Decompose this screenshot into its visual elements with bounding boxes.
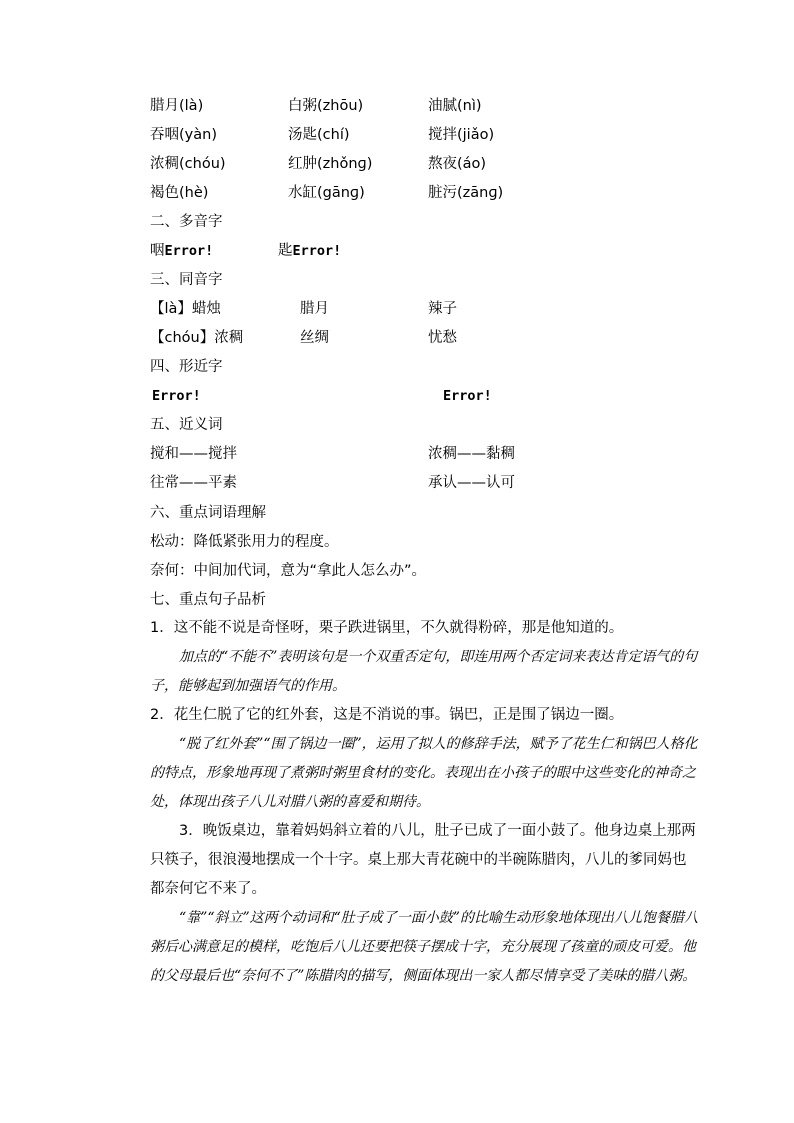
sentence-analysis-1: 加点的“不能不”表明该句是一个双重否定句，即连用两个否定词来表达肯定语气的句子，能够起到加强语气的作用。 bbox=[150, 649, 698, 694]
sentence-analysis-3: “靠”“斜立”这两个动词和“肚子成了一面小鼓”的比喻生动形象地体现出八儿饱餐腊八粥后心满意足的模样，吃饱后八儿还要把筷子摆成十字，充分展现了孩童的顽皮可爱。他的父母最后也“奈何不了”陈腊肉的描写，侧面体现出一家人都尽情享受了美味的腊八粥。 bbox=[150, 910, 698, 984]
vocab-item: 搅拌(jiǎo) bbox=[428, 127, 495, 143]
vocab-item: 腊月(là) bbox=[150, 98, 204, 114]
homophone-item: 忧愁 bbox=[428, 330, 457, 346]
synonym-pair: 承认——认可 bbox=[428, 475, 515, 491]
key-sentence-1: 1．这不能不说是奇怪呀，栗子跌进锅里，不久就得粉碎，那是他知道的。 bbox=[150, 620, 624, 636]
vocab-item: 水缸(gānɡ) bbox=[288, 185, 365, 201]
homophone-item: 腊月 bbox=[300, 301, 329, 317]
polyphone-item bbox=[278, 241, 341, 261]
sentence-analysis-2: “脱了红外套”“围了锅边一圈”，运用了拟人的修辞手法，赋予了花生仁和锅巴人格化的特点，形象地再现了煮粥时粥里食材的变化。表现出在小孩子的眼中这些变化的神奇之处，体现出孩子八儿对腊八粥的喜爱和期待。 bbox=[150, 736, 698, 810]
homophone-item: 【là】蜡烛 bbox=[150, 301, 221, 317]
homophone-item: 丝绸 bbox=[300, 330, 329, 346]
section-heading-key-sentences: 七、重点句子品析 bbox=[150, 592, 266, 608]
synonym-pair: 往常——平素 bbox=[150, 475, 237, 491]
vocab-item: 白粥(zhōu) bbox=[288, 98, 364, 114]
vocab-item: 褐色(hè) bbox=[150, 185, 209, 201]
homophone-item: 辣子 bbox=[428, 301, 457, 317]
vocab-item: 浓稠(chóu) bbox=[150, 156, 226, 172]
key-sentence-3: 3．晚饭桌边，靠着妈妈斜立着的八儿，肚子已成了一面小鼓了。他身边桌上那两只筷子，很浪漫地摆成一个十字。桌上那大青花碗中的半碗陈腊肉，八儿的爹同妈也都奈何它不来了。 bbox=[150, 823, 696, 897]
homophone-item: 【chóu】浓稠 bbox=[150, 330, 244, 346]
word-definition: 奈何：中间加代词，意为“拿此人怎么办”。 bbox=[150, 563, 427, 579]
error-field: Error! bbox=[164, 243, 214, 259]
polyphone-char: 咽 bbox=[150, 243, 165, 259]
vocab-item: 汤匙(chí) bbox=[288, 127, 350, 143]
vocab-item: 红肿(zhǒnɡ) bbox=[288, 156, 373, 172]
key-sentence-2: 2．花生仁脱了它的红外套，这是不消说的事。锅巴，正是围了锅边一圈。 bbox=[150, 707, 624, 723]
section-heading-similar-chars: 四、形近字 bbox=[150, 359, 223, 375]
synonym-pair: 搅和——搅拌 bbox=[150, 446, 237, 462]
section-heading-polyphones: 二、多音字 bbox=[150, 214, 223, 230]
vocab-item: 油腻(nì) bbox=[428, 98, 482, 114]
section-heading-key-words: 六、重点词语理解 bbox=[150, 505, 266, 521]
synonym-pair: 浓稠——黏稠 bbox=[428, 446, 515, 462]
vocab-item: 吞咽(yàn) bbox=[150, 127, 217, 143]
polyphone-item bbox=[150, 241, 213, 261]
word-definition: 松动：降低紧张用力的程度。 bbox=[150, 534, 339, 550]
error-field: Error! bbox=[443, 388, 492, 404]
error-field: Error! bbox=[292, 243, 342, 259]
section-heading-synonyms: 五、近义词 bbox=[150, 417, 223, 433]
error-field: Error! bbox=[152, 388, 201, 404]
polyphone-char: 匙 bbox=[278, 243, 293, 259]
section-heading-homophones: 三、同音字 bbox=[150, 272, 223, 288]
vocab-item: 熬夜(áo) bbox=[428, 156, 487, 172]
vocab-item: 脏污(zānɡ) bbox=[428, 185, 504, 201]
